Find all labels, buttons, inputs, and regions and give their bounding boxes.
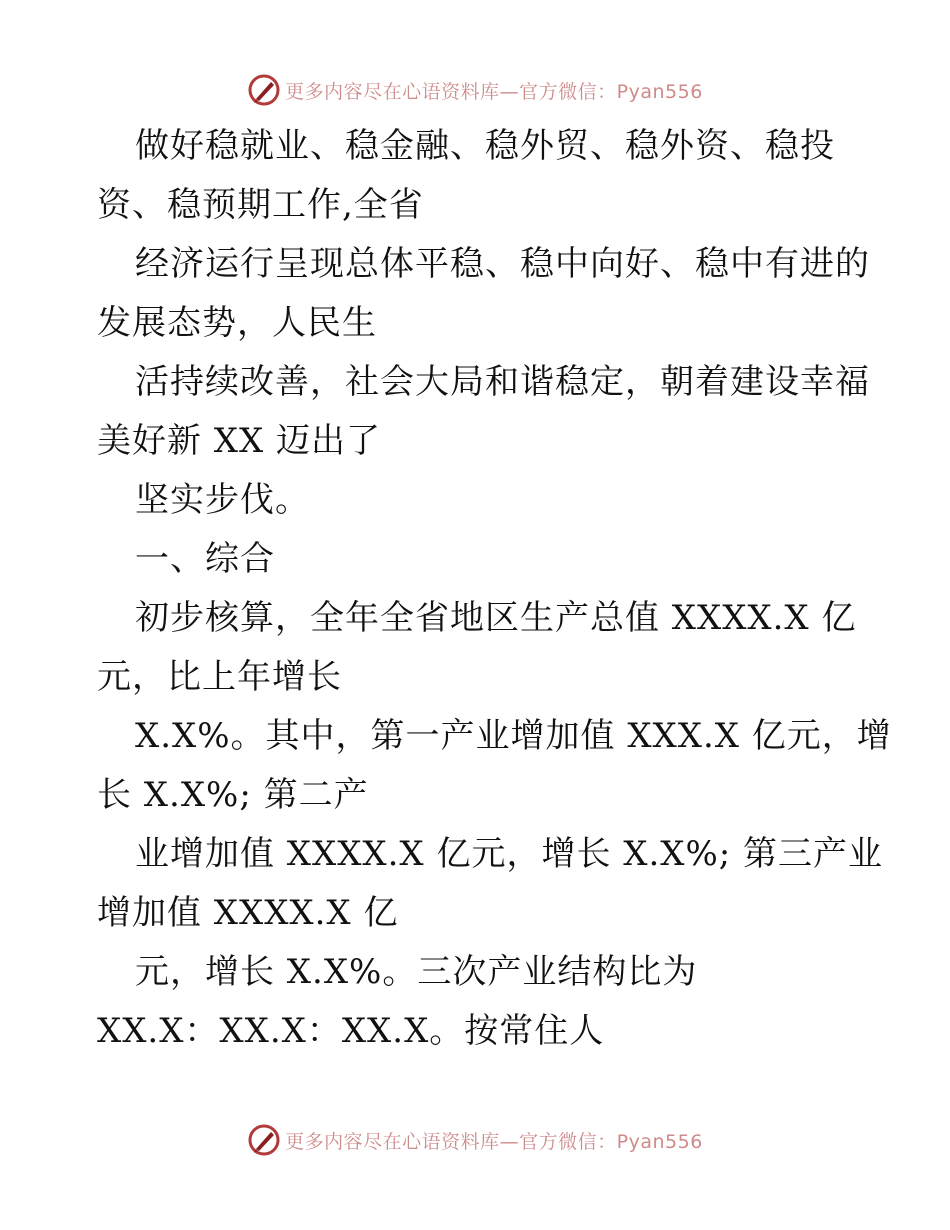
body-line: 美好新 XX 迈出了	[97, 421, 382, 461]
header-banner	[0, 70, 950, 110]
body-line: 元，比上年增长	[97, 657, 342, 697]
footer-banner-text: 更多内容尽在心语资料库—官方微信：Pyan556	[285, 1130, 703, 1153]
quill-pen-logo-icon	[247, 73, 281, 107]
body-line: XX.X：XX.X：XX.X。按常住人	[97, 1011, 605, 1051]
body-line: 发展态势，人民生	[97, 303, 377, 343]
footer-banner	[0, 1120, 950, 1160]
body-line: 坚实步伐。	[135, 480, 310, 520]
section-heading: 一、综合	[135, 539, 275, 579]
quill-pen-logo-icon	[247, 1123, 281, 1157]
body-line: 初步核算，全年全省地区生产总值 XXXX.X 亿	[135, 598, 857, 638]
body-line: 活持续改善，社会大局和谐稳定，朝着建设幸福	[135, 362, 870, 402]
body-line: 做好稳就业、稳金融、稳外贸、稳外资、稳投	[135, 126, 835, 166]
body-line: 业增加值 XXXX.X 亿元，增长 X.X%; 第三产业	[135, 834, 884, 874]
body-line: 经济运行呈现总体平稳、稳中向好、稳中有进的	[135, 244, 870, 284]
body-line: 元，增长 X.X%。三次产业结构比为	[135, 952, 698, 992]
body-line: 增加值 XXXX.X 亿	[97, 893, 399, 933]
header-banner-text: 更多内容尽在心语资料库—官方微信：Pyan556	[285, 80, 703, 103]
body-line: X.X%。其中，第一产业增加值 XXX.X 亿元，增	[135, 716, 892, 756]
document-body	[97, 117, 892, 1061]
body-line: 资、稳预期工作,全省	[97, 185, 424, 225]
body-line: 长 X.X%; 第二产	[97, 775, 369, 815]
